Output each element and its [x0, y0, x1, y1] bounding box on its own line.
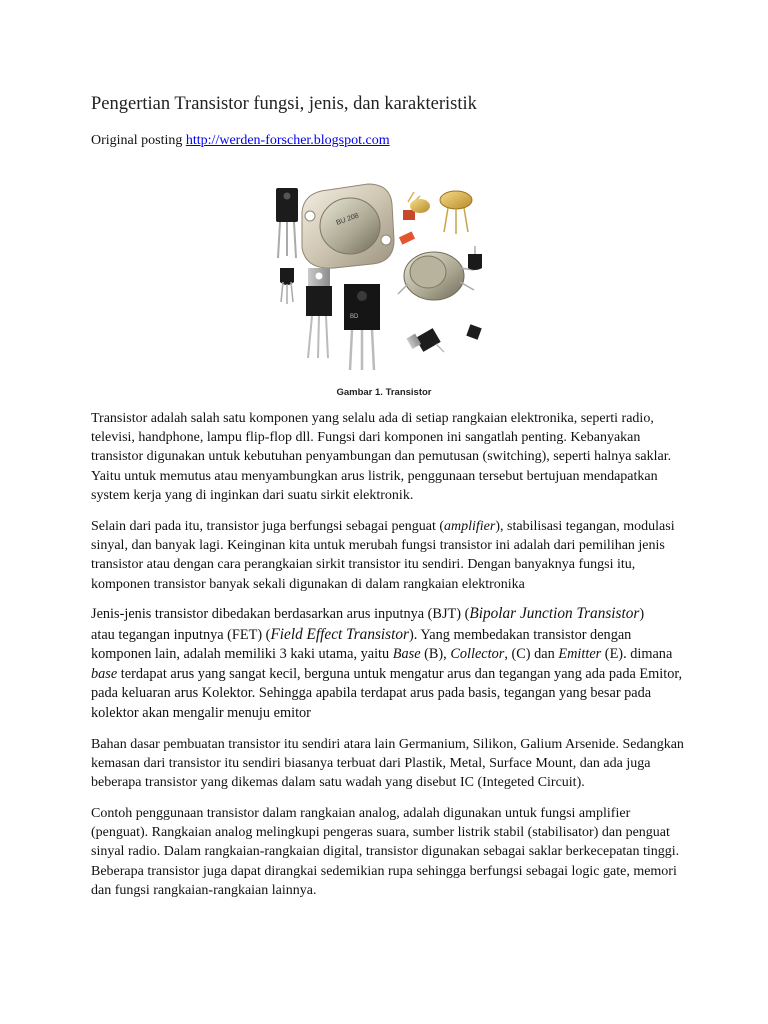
fet-term: Field Effect Transistor [270, 625, 409, 643]
paragraph-line: sinyal, dan banyak lagi. Keinginan kita untuk merubah fungsi transistor ini adalah dari pemilihan jenis [91, 538, 665, 554]
paragraph-2 [91, 517, 691, 594]
paragraph-line: dan fungsi rangkaian-rangkaian lainnya. [91, 882, 317, 898]
paragraph-line: Selain dari pada itu, transistor juga berfungsi sebagai penguat (amplifier), stabilisasi tegangan, modulasi [91, 519, 675, 534]
small-can-transistors [399, 191, 472, 245]
paragraph-line: base terdapat arus yang sangat kecil, berguna untuk mengatur arus dan tegangan yang ada pada Emitor, [91, 665, 683, 682]
to220-transistor-left [306, 268, 332, 358]
paragraph-line: transistor digunakan untuk kebutuhan penyambungan dan pemutusan (switching), seperti halnya saklar. [91, 449, 672, 465]
paragraph-1 [91, 409, 691, 505]
to92-transistor [280, 268, 294, 304]
paragraph-line: system kerja yang di inginkan dari suatu sirkit elektronik. [91, 487, 414, 503]
to66-transistor [398, 252, 474, 300]
bjt-term: Bipolar Junction Transistor [469, 605, 640, 622]
to126-transistor [276, 188, 298, 258]
figure-caption: Gambar 1. Transistor [336, 387, 432, 398]
paragraph-line: televisi, handphone, lampu flip-flop dll. Fungsi dari komponen ini sangatlah penting. Kebanyakan [91, 430, 641, 446]
paragraph-line: komponen transistor banyak sekali digunakan di dalam rangkaian elektronika [91, 576, 525, 592]
paragraph-5 [91, 804, 691, 900]
to3-transistor [302, 184, 394, 268]
paragraph-line: beberapa transistor yang dikemas dalam satu wadah yang disebut IC (Integeted Circuit). [91, 775, 585, 791]
paragraph-line: pada keluaran arus Kolektor. Sehingga apabila terdapat arus pada basis, tegangan yang besar pada [91, 685, 652, 702]
page-title: Pengertian Transistor fungsi, jenis, dan karakteristik [91, 94, 477, 114]
emitter-term: Emitter [558, 646, 602, 663]
to92-transistor-right [468, 246, 482, 270]
paragraph-line: atau tegangan inputnya (FET) (Field Effect Transistor). Yang membedakan transistor dengan [91, 625, 632, 643]
paragraph-line: komponen lain, adalah memiliki 3 kaki utama, yaitu Base (B), Collector, (C) dan Emitter (E). dimana [91, 646, 673, 663]
collector-term: Collector [450, 646, 505, 663]
paragraph-line: kemasan dari transistor itu sendiri biasanya terbuat dari Plastik, Metal, Surface Mount, dan ada juga [91, 756, 651, 772]
paragraph-line: Transistor adalah salah satu komponen yang selalu ada di setiap rangkaian elektronika, seperti radio, [91, 411, 654, 426]
paragraph-line: Contoh penggunaan transistor dalam rangkaian analog, adalah digunakan untuk fungsi amplifier [91, 806, 631, 821]
svg-text:BU 208: BU 208 [335, 212, 360, 227]
paragraph-line: transistor atau dengan cara perangkaian sirkit transistor itu sendiri. Dengan banyaknya fungsi itu, [91, 557, 636, 573]
amplifier-term: amplifier [444, 519, 496, 534]
original-posting-label: Original posting [91, 133, 186, 148]
paragraph-line: Bahan dasar pembuatan transistor itu sendiri atara lain Germanium, Silikon, Galium Arsenide. Sedangkan [91, 737, 684, 752]
base-term: Base [392, 646, 421, 663]
transistor-figure [268, 172, 498, 372]
paragraph-line: kolektor akan mengalir menuju emitor [91, 704, 311, 721]
paragraph-line: Yaitu untuk memutus atau menyambungkan arus listrik, penggunaan tersebut bertujuan mendapatkan [91, 468, 658, 484]
to218-transistor [344, 284, 380, 370]
svg-text:BD: BD [350, 314, 359, 320]
paragraph-3 [91, 604, 691, 724]
base-term: base [91, 665, 118, 682]
paragraph-line: sinyal radio. Dalam rangkaian-rangkaian digital, transistor digunakan sebagai saklar berkecepatan tinggi. [91, 844, 680, 860]
smd-transistors [406, 324, 481, 352]
paragraph-line: Jenis-jenis transistor dibedakan berdasarkan arus inputnya (BJT) (Bipolar Junction Transistor) [91, 605, 645, 622]
paragraph-line: (penguat). Rangkaian analog melingkupi pengeras suara, sumber listrik stabil (stabilisator) dan penguat [91, 825, 670, 841]
original-posting-link[interactable]: http://werden-forscher.blogspot.com [185, 133, 390, 148]
original-posting [91, 133, 390, 149]
paragraph-4 [91, 735, 691, 793]
paragraph-line: Beberapa transistor juga dapat dirangkai sedemikian rupa sehingga berfungsi sebagai logic gate, memori [91, 863, 677, 879]
